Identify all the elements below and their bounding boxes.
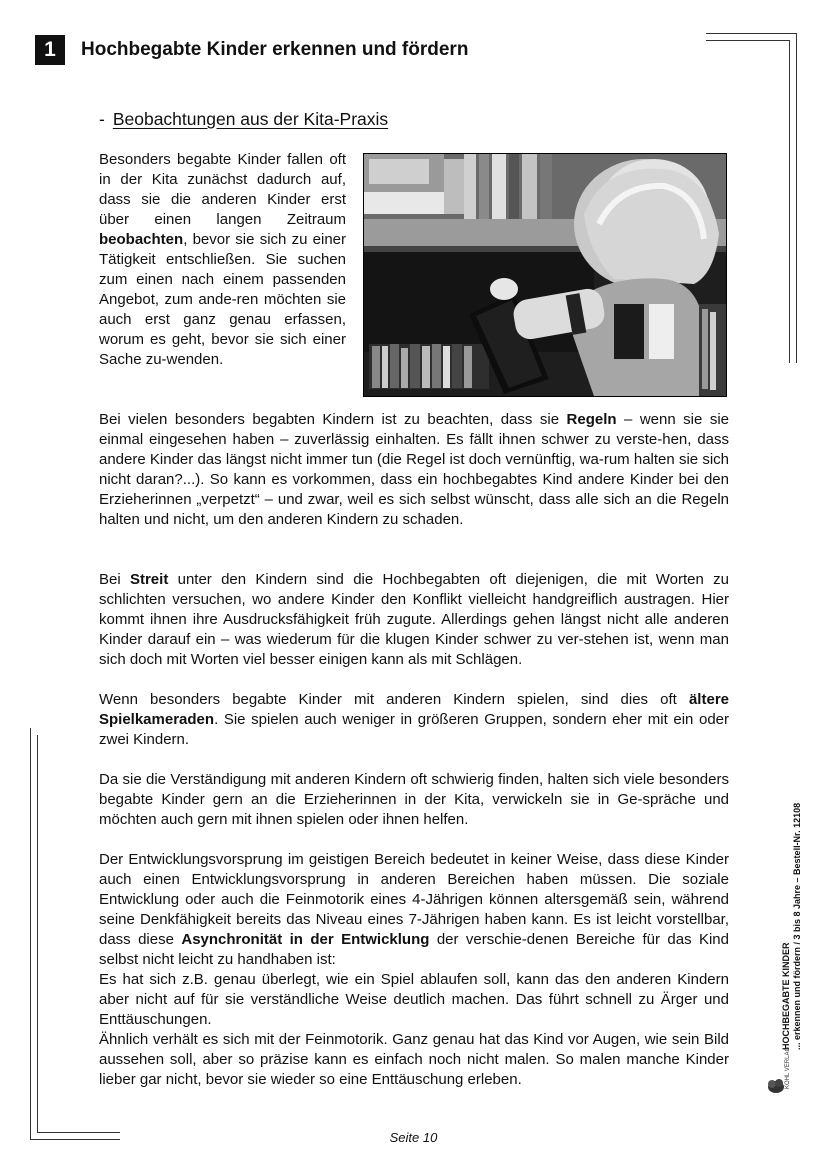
bold-term: Streit [129,571,169,588]
bold-term: Regeln [566,411,617,428]
child-at-bookshelf-photo [363,153,727,397]
paragraph-observation: Besonders begabte Kinder fallen oft in der Kita zunächst dadurch auf, dass sie die anderen Kinder erst über einen langen Zeitraum beobachten, bevor sie sich zu einer Tätigkeit entschließen. Sie suchen zum einen nach einem passenden Angebot, zum ande-ren möchten sie auch erst ganz genau erfassen, worum es geht, bevor sie sich einer Sache zu-wenden. [99,151,346,368]
book-subtitle-vertical: ... erkennen und fördern / 3 bis 8 Jahre – Bestell-Nr. 12108 [792,802,802,1050]
heading-dash: - [99,109,105,129]
frame-line [789,40,790,363]
chapter-title: Hochbegabte Kinder erkennen und fördern [81,39,469,60]
bold-term: ältere Spielkameraden [99,691,729,728]
frame-line [30,728,31,1139]
frame-line [37,735,38,1132]
bold-term: Asynchronität in der Entwicklung [181,931,430,948]
page-number: Seite 10 [389,1130,438,1145]
frame-line [796,33,797,363]
paragraph-asynchrony: Der Entwicklungsvorsprung im geistigen Bereich bedeutet in keiner Weise, dass diese Kinder auch einen Entwicklungsvorsprung in anderen Bereichen haben müssen. Die soziale Entwicklung oder auch die Feinmotorik eines 4-Jährigen können altersgemäß sein, während seine Denkfähigkeit bereits das Niveau eines 7-Jährigen haben kann. Es ist leicht vorstellbar, dass diese Asynchronität in der Entwicklung der verschie-denen Bereiche für das Kind selbst nicht leicht zu handhaben ist: Es hat sich z.B. genau überlegt, wie ein Spiel ablaufen soll, kann das den anderen Kindern aber nicht auf für sie verständliche Weise deutlich machen. Das führt schnell zu Ärger und Enttäuschungen. Ähnlich verhält es sich mit der Feinmotorik. Ganz genau hat das Kind vor Augen, wie sein Bild aussehen soll, aber so präzise kann es einfach noch nicht malen. So malen manche Kinder lieber gar nicht, bevor sie wieder so eine Enttäuschung erleben. [99,851,729,1088]
bold-term: beobachten [99,231,184,248]
book-title-vertical: HOCHBEGABTE KINDER [781,942,791,1050]
frame-line [706,40,789,41]
frame-line [706,33,796,34]
paragraph-playmates: Wenn besonders begabte Kinder mit anderen Kindern spielen, sind dies oft ältere Spielkameraden. Sie spielen auch weniger in größeren Gruppen, sondern eher mit ein oder zwei Kindern. [99,691,729,748]
publisher-logo [765,1045,795,1095]
publisher-name: KOHL VERLAG [785,1046,791,1089]
paragraph-educators: Da sie die Verständigung mit anderen Kindern oft schwierig finden, halten sich viele besonders begabte Kinder gern an die Erzieherinnen in der Kita, verwickeln sie in Ge-spräche und möchten auch gern mit ihnen spielen oder ihnen helfen. [99,771,729,828]
vertical-book-label [781,710,803,1050]
paragraph-conflict: Bei Streit unter den Kindern sind die Hochbegabten oft diejenigen, die mit Worten zu schlichten versuchen, wo andere Kinder den Konflikt vielleicht handgreiflich austragen. Hier kommt ihnen ihre Ausdrucksfähigkeit früh zugute. Allerdings gehen längst nicht alle anderen Kinder darauf ein – was wiederum für die klugen Kinder schwer zu ver-stehen ist, wenn man sich doch mit Worten viel besser einigen kann als mit Schlägen. [99,571,729,668]
section-heading-text: Beobachtungen aus der Kita-Praxis [112,109,389,129]
chapter-number-badge: 1 [35,35,65,65]
section-heading [99,109,388,130]
paragraph-rules: Bei vielen besonders begabten Kindern ist zu beachten, dass sie Regeln – wenn sie sie einmal eingesehen haben – zuverlässig einhalten. Es fällt ihnen schwer zu verste-hen, dass andere Kinder das längst nicht immer tun (die Regel ist doch vernünftig, wa-rum halten sie sich nicht daran?...). So kann es vorkommen, dass ein hochbegabtes Kind andere Kinder bei den Erzieherinnen „verpetzt“ – und zwar, weil es sich selbst wünscht, dass alle sich an die Regeln halten und nicht, um den anderen Kindern zu schaden. [99,411,729,528]
